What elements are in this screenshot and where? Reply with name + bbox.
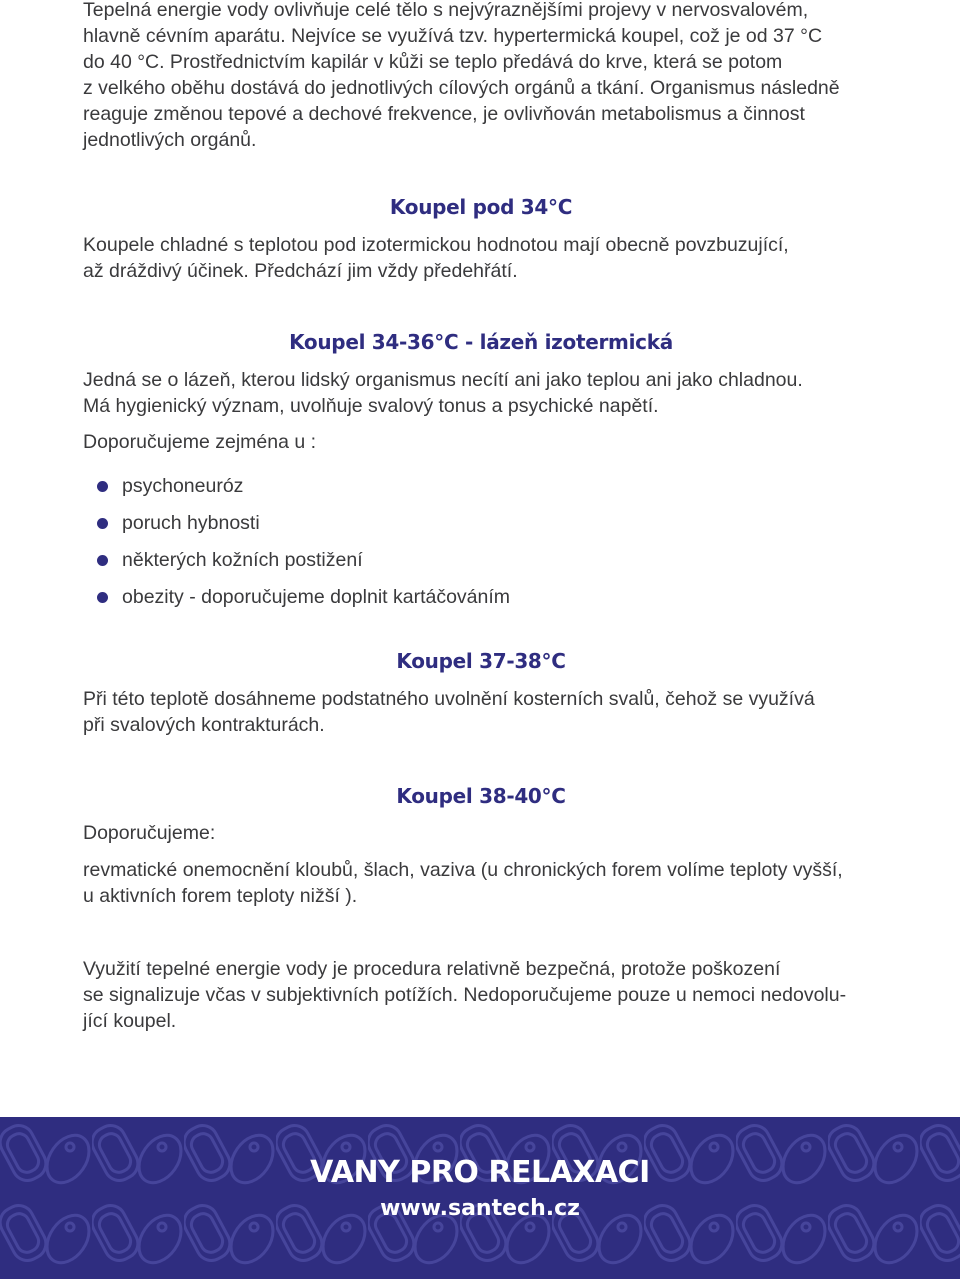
list-item-label: obezity - doporučujeme doplnit kartáčováním [122, 586, 511, 608]
recommend-label: Doporučujeme zejména u : [83, 431, 317, 453]
recommend-list [83, 468, 783, 616]
list-item-label: psychoneuróz [122, 475, 244, 497]
section4-line: revmatické onemocnění kloubů, šlach, vaziva (u chronických forem volíme teploty vyšší, [83, 859, 843, 881]
section3-paragraph [83, 686, 879, 738]
section3-line: při svalových kontrakturách. [83, 714, 325, 736]
bullet-icon [97, 518, 108, 529]
section2-paragraph [83, 367, 879, 419]
intro-line: do 40 °C. Prostřednictvím kapilár v kůži se teplo předává do krve, která se potom [83, 51, 783, 73]
recommend-label: Doporučujeme: [83, 822, 216, 844]
section2-line: Má hygienický význam, uvolňuje svalový tonus a psychické napětí. [83, 395, 659, 417]
bullet-icon [97, 481, 108, 492]
closing-line: jící koupel. [83, 1010, 177, 1032]
section1-line: až dráždivý účinek. Předchází jim vždy předehřátí. [83, 260, 518, 282]
intro-paragraph [83, 0, 879, 153]
closing-line: Využití tepelné energie vody je procedura relativně bezpečná, protože poškození [83, 958, 781, 980]
section2-line: Jedná se o lázeň, kterou lidský organismus necítí ani jako teplou ani jako chladnou. [83, 369, 803, 391]
section4-paragraph [83, 857, 879, 909]
list-item [83, 579, 783, 616]
bullet-icon [97, 555, 108, 566]
section4-line: u aktivních forem teploty nižší ). [83, 885, 358, 907]
section-heading: Koupel 38-40°C [396, 784, 566, 808]
list-item-label: některých kožních postižení [122, 549, 363, 571]
list-item-label: poruch hybnosti [122, 512, 260, 534]
bullet-icon [97, 592, 108, 603]
section-heading: Koupel pod 34°C [389, 195, 573, 219]
section-heading: Koupel 37-38°C [396, 649, 566, 673]
list-item [83, 542, 783, 579]
intro-line: hlavně cévním aparátu. Nejvíce se využívá tzv. hypertermická koupel, což je od 37 °C [83, 25, 823, 47]
footer-title: VANY PRO RELAXACI [310, 1155, 650, 1190]
footer-url-link[interactable]: www.santech.cz [380, 1196, 580, 1221]
list-item [83, 468, 783, 505]
section1-paragraph [83, 232, 879, 284]
section3-line: Při této teplotě dosáhneme podstatného uvolnění kosterních svalů, čehož se využívá [83, 688, 815, 710]
section-heading: Koupel 34-36°C - lázeň izotermická [289, 330, 673, 354]
intro-line: z velkého oběhu dostává do jednotlivých cílových orgánů a tkání. Organismus následně [83, 77, 840, 99]
list-item [83, 505, 783, 542]
section1-line: Koupele chladné s teplotou pod izotermickou hodnotou mají obecně povzbuzující, [83, 234, 789, 256]
intro-line: reaguje změnou tepové a dechové frekvence, je ovlivňován metabolismus a činnost [83, 103, 805, 125]
closing-line: se signalizuje včas v subjektivních potížích. Nedoporučujeme pouze u nemoci nedovolu- [83, 984, 847, 1006]
closing-paragraph [83, 956, 879, 1034]
intro-line: jednotlivých orgánů. [83, 129, 257, 151]
intro-line: Tepelná energie vody ovlivňuje celé tělo s nejvýraznějšími projevy v nervosvalovém, [83, 0, 809, 21]
